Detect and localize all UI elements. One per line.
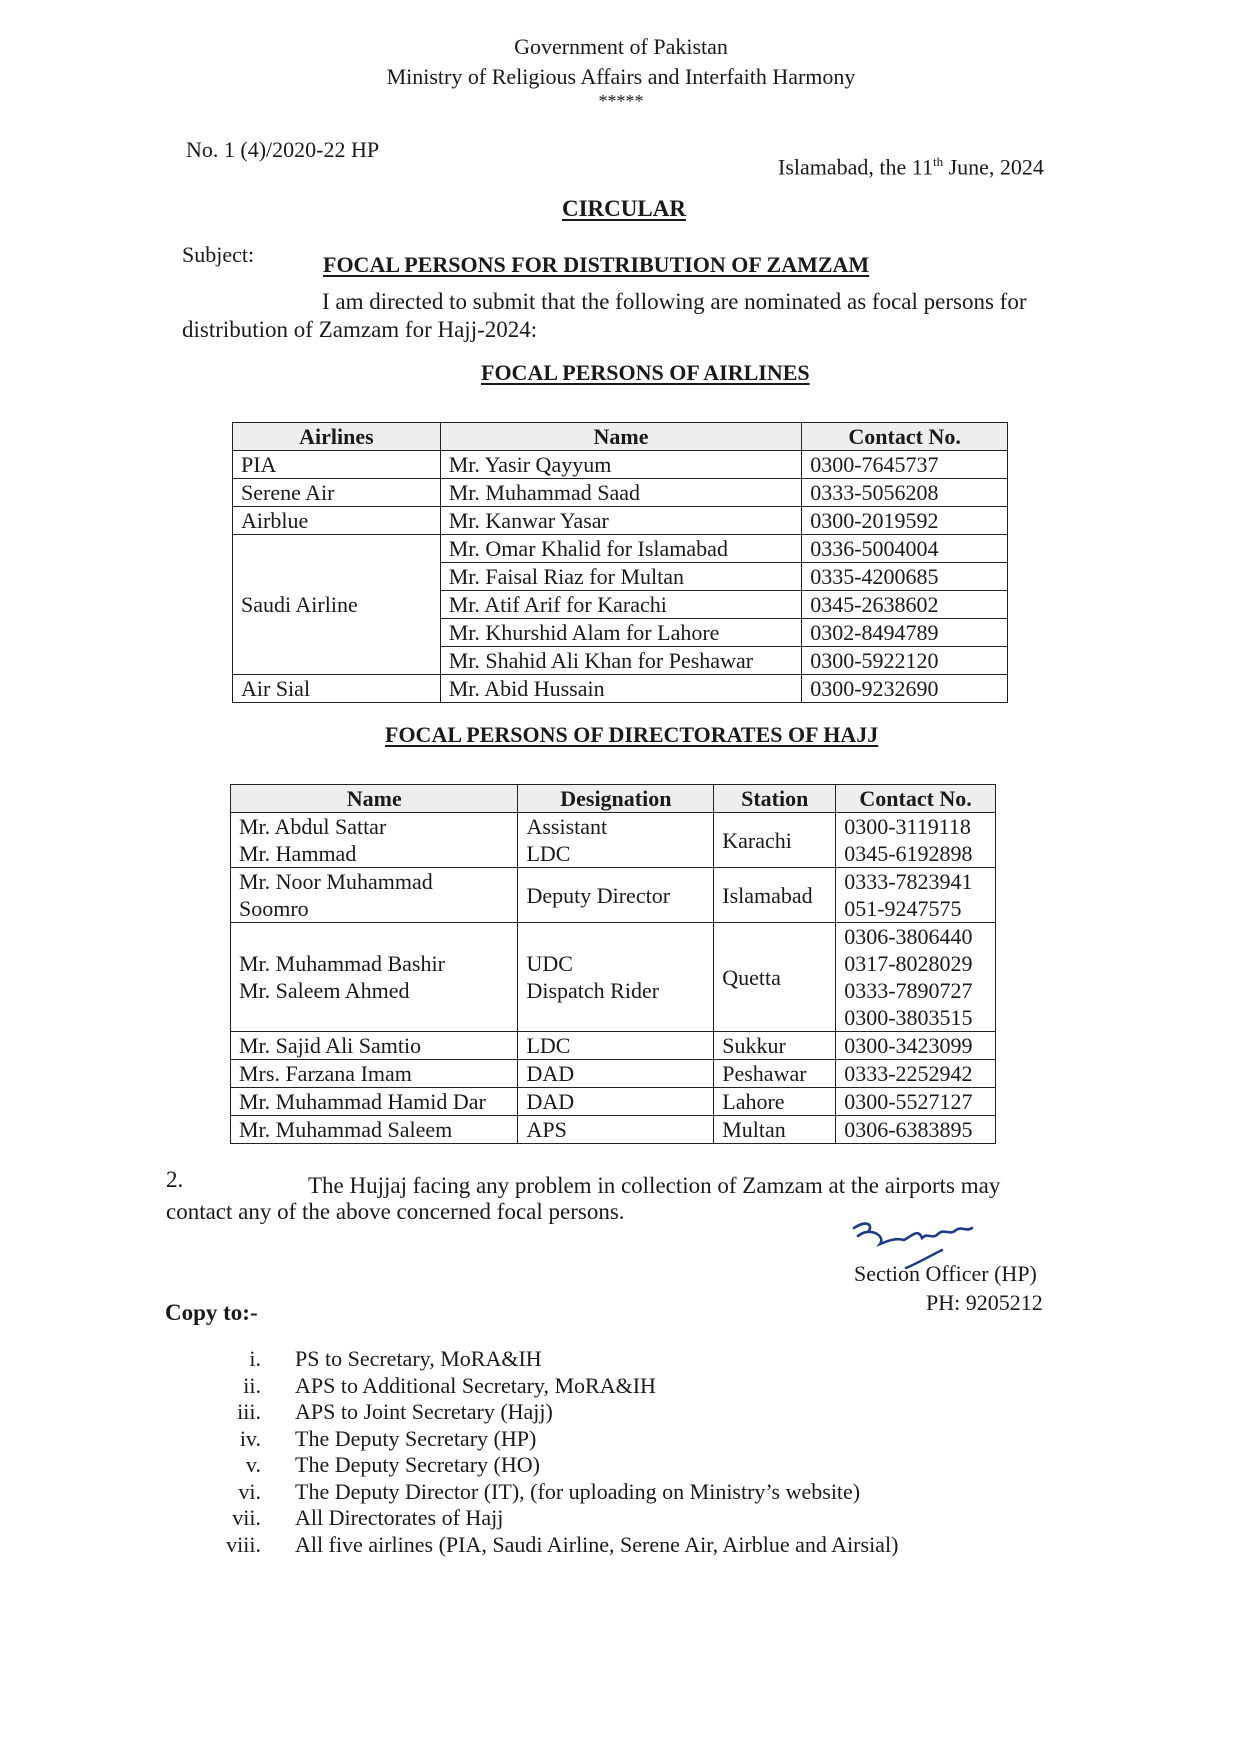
intro-line-1: I am directed to submit that the following are nominated as focal persons for (322, 289, 1027, 314)
contact-cell: 0333-7823941 051-9247575 (836, 868, 996, 923)
table-row (233, 675, 1008, 703)
table-row (233, 535, 1008, 563)
airlines-section-title: FOCAL PERSONS OF AIRLINES (481, 360, 810, 385)
name-cell: Mr. Atif Arif for Karachi (440, 591, 801, 619)
table-row (233, 479, 1008, 507)
contact-cell: 0300-5527127 (836, 1088, 996, 1116)
name-cell: Mr. Khurshid Alam for Lahore (440, 619, 801, 647)
contact-cell: 0302-8494789 (802, 619, 1008, 647)
contact-cell: 0345-2638602 (802, 591, 1008, 619)
copy-to-label: Copy to:- (165, 1300, 258, 1325)
station-cell: Lahore (714, 1088, 836, 1116)
para-2-line-1: The Hujjaj facing any problem in collection of Zamzam at the airports may (308, 1173, 1001, 1198)
header-contact: Contact No. (836, 785, 996, 813)
name-cell: Mr. Noor Muhammad Soomro (231, 868, 518, 923)
name-cell: Mrs. Farzana Imam (231, 1060, 518, 1088)
name-cell: Mr. Omar Khalid for Islamabad (440, 535, 801, 563)
para-2-line-2: contact any of the above concerned focal persons. (166, 1199, 625, 1224)
name-cell: Mr. Shahid Ali Khan for Peshawar (440, 647, 801, 675)
intro-line-2: distribution of Zamzam for Hajj-2024: (182, 317, 538, 342)
header-airlines: Airlines (233, 423, 441, 451)
contact-cell: 0300-9232690 (802, 675, 1008, 703)
name-cell: Mr. Abid Hussain (440, 675, 801, 703)
table-row (231, 1060, 996, 1088)
place-date: Islamabad, the 11th June, 2024 (778, 154, 1044, 180)
contact-cell: 0300-3423099 (836, 1032, 996, 1060)
station-cell: Peshawar (714, 1060, 836, 1088)
list-item: viii. All five airlines (PIA, Saudi Airline, Serene Air, Airblue and Airsial) (226, 1531, 899, 1557)
signatory-title: Section Officer (HP) (854, 1261, 1037, 1286)
list-item: vi. The Deputy Director (IT), (for uploading on Ministry’s website) (238, 1478, 861, 1504)
table-row (231, 1116, 996, 1144)
list-item: vii. All Directorates of Hajj (232, 1505, 504, 1530)
name-cell: Mr. Faisal Riaz for Multan (440, 563, 801, 591)
designation-cell: Assistant LDC (518, 813, 714, 868)
name-cell: Mr. Sajid Ali Samtio (231, 1032, 518, 1060)
table-row (231, 868, 996, 923)
designation-cell: APS (518, 1116, 714, 1144)
contact-cell: 0333-5056208 (802, 479, 1008, 507)
contact-cell: 0300-2019592 (802, 507, 1008, 535)
header-stars: ***** (598, 91, 644, 111)
list-item: i. PS to Secretary, MoRA&IH (249, 1346, 542, 1371)
airline-cell: Air Sial (233, 675, 441, 703)
name-cell: Mr. Muhammad Bashir Mr. Saleem Ahmed (231, 923, 518, 1032)
station-cell: Islamabad (714, 868, 836, 923)
list-item: v. The Deputy Secretary (HO) (245, 1452, 540, 1477)
designation-cell: DAD (518, 1088, 714, 1116)
government-heading: Government of Pakistan (514, 34, 728, 59)
designation-cell: LDC (518, 1032, 714, 1060)
designation-cell: Deputy Director (518, 868, 714, 923)
directorates-table (230, 784, 996, 1144)
reference-number: No. 1 (4)/2020-22 HP (186, 137, 380, 162)
list-item: ii. APS to Additional Secretary, MoRA&IH (243, 1372, 656, 1398)
header-name: Name (231, 785, 518, 813)
station-cell: Karachi (714, 813, 836, 868)
contact-cell: 0306-6383895 (836, 1116, 996, 1144)
airline-cell: Serene Air (233, 479, 441, 507)
airline-cell: Airblue (233, 507, 441, 535)
list-item: iii. APS to Joint Secretary (Hajj) (237, 1399, 553, 1424)
header-name: Name (440, 423, 801, 451)
circular-title: CIRCULAR (562, 196, 686, 221)
table-row (233, 451, 1008, 479)
header-contact: Contact No. (802, 423, 1008, 451)
table-row (231, 923, 996, 1032)
contact-cell: 0306-3806440 0317-8028029 0333-7890727 0300-3803515 (836, 923, 996, 1032)
name-cell: Mr. Muhammad Saleem (231, 1116, 518, 1144)
airlines-table-header (233, 423, 1008, 451)
designation-cell: UDC Dispatch Rider (518, 923, 714, 1032)
name-cell: Mr. Yasir Qayyum (440, 451, 801, 479)
table-row (233, 507, 1008, 535)
header-station: Station (714, 785, 836, 813)
station-cell: Multan (714, 1116, 836, 1144)
contact-cell: 0300-5922120 (802, 647, 1008, 675)
table-row (231, 1088, 996, 1116)
name-cell: Mr. Muhammad Hamid Dar (231, 1088, 518, 1116)
list-item: iv. The Deputy Secretary (HP) (239, 1425, 537, 1451)
ministry-heading: Ministry of Religious Affairs and Interfaith Harmony (386, 64, 856, 89)
contact-cell: 0335-4200685 (802, 563, 1008, 591)
directorates-table-header (231, 785, 996, 813)
header-designation: Designation (518, 785, 714, 813)
station-cell: Sukkur (714, 1032, 836, 1060)
subject-label: Subject: (182, 242, 255, 267)
name-cell: Mr. Muhammad Saad (440, 479, 801, 507)
airline-cell: Saudi Airline (233, 535, 441, 675)
contact-cell: 0300-7645737 (802, 451, 1008, 479)
copy-to-list (216, 1346, 898, 1558)
para-2-number: 2. (166, 1167, 184, 1192)
station-cell: Quetta (714, 923, 836, 1032)
designation-cell: DAD (518, 1060, 714, 1088)
subject-text: FOCAL PERSONS FOR DISTRIBUTION OF ZAMZAM (323, 252, 870, 277)
contact-cell: 0333-2252942 (836, 1060, 996, 1088)
contact-cell: 0300-3119118 0345-6192898 (836, 813, 996, 868)
directorates-section-title: FOCAL PERSONS OF DIRECTORATES OF HAJJ (385, 722, 879, 747)
airline-cell: PIA (233, 451, 441, 479)
contact-cell: 0336-5004004 (802, 535, 1008, 563)
table-row (231, 1032, 996, 1060)
name-cell: Mr. Kanwar Yasar (440, 507, 801, 535)
table-row (231, 813, 996, 868)
airlines-table (232, 422, 1008, 703)
signatory-phone: PH: 9205212 (926, 1290, 1043, 1315)
name-cell: Mr. Abdul Sattar Mr. Hammad (231, 813, 518, 868)
